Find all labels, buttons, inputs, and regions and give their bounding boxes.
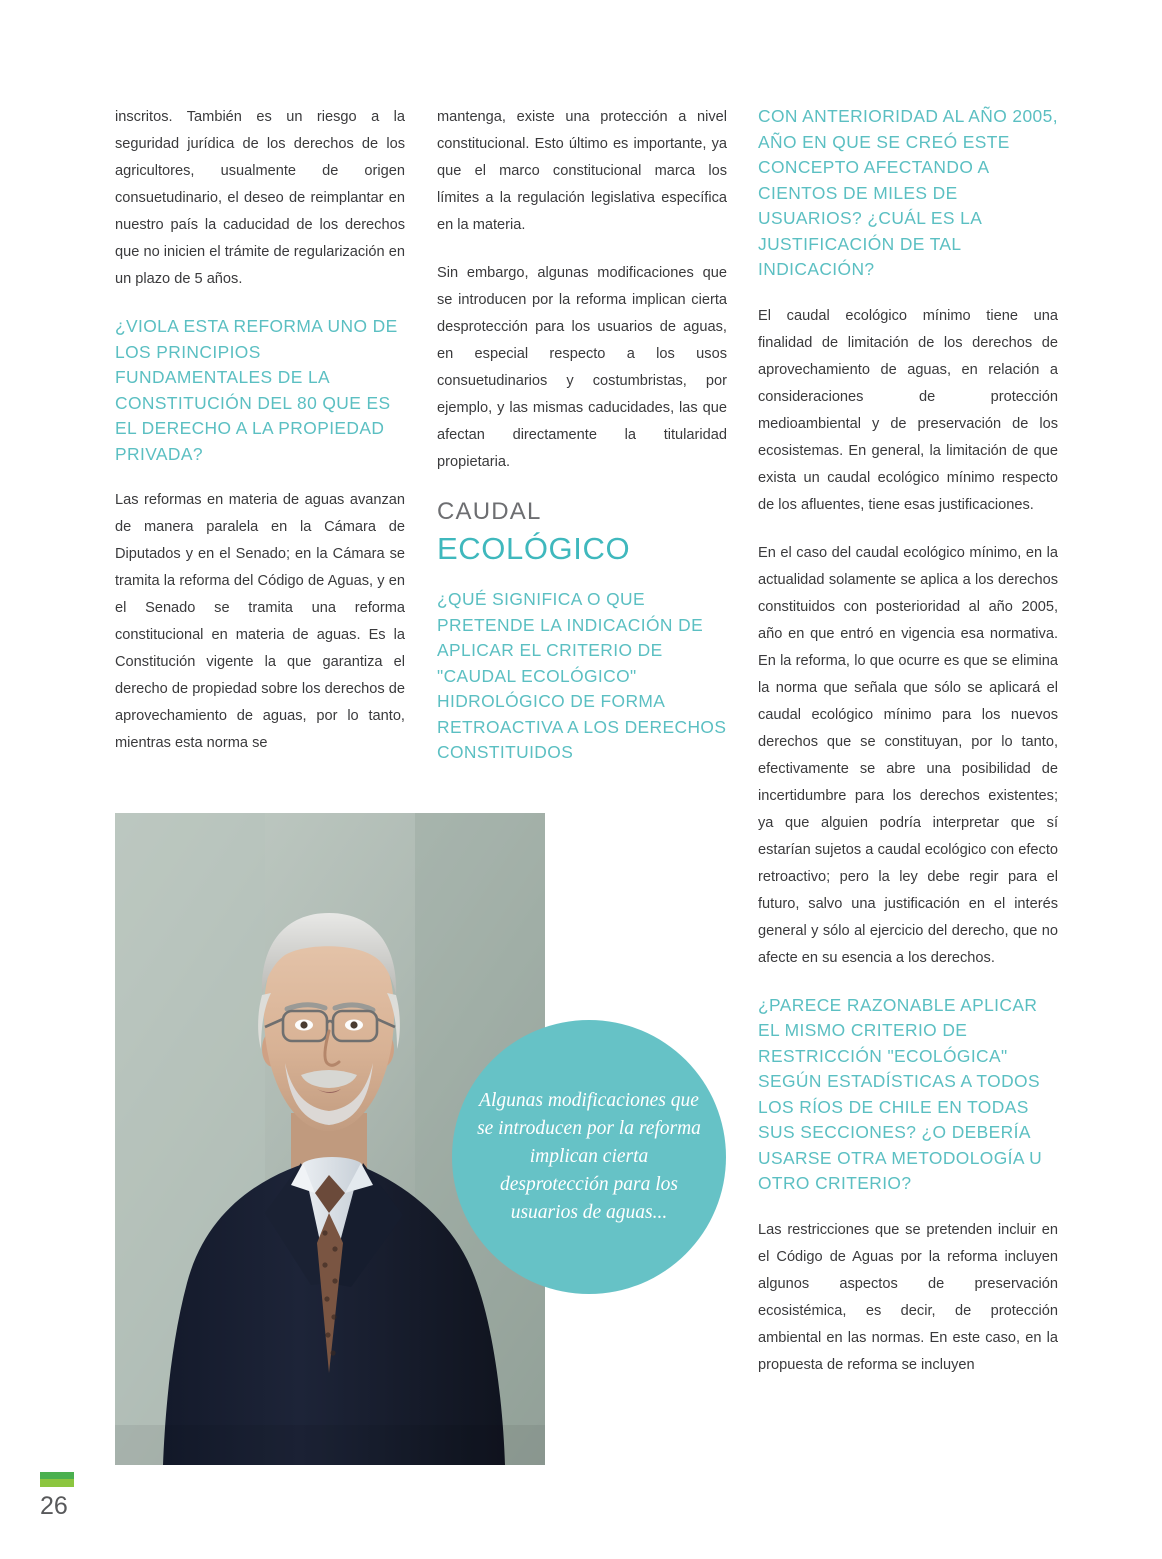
question-heading: CON ANTERIORIDAD AL AÑO 2005, AÑO EN QUE SE CREÓ ESTE CONCEPTO AFECTANDO A CIENTOS DE MILES DE USUARIOS? ¿CUÁL ES LA JUSTIFICACIÓN DE TAL INDICACIÓN? [758,106,1058,279]
section-title-line-1: CAUDAL [437,498,542,525]
text-column-1 [115,104,405,778]
paragraph: inscritos. También es un riesgo a la seguridad jurídica de los derechos de los agricultores, usualmente de origen consuetudinario, el deseo de reimplantar en nuestro país la caducidad de los derechos que no inicien el trámite de regularización en un plazo de 5 años. [115,109,405,287]
question-heading: ¿PARECE RAZONABLE APLICAR EL MISMO CRITERIO DE RESTRICCIÓN "ECOLÓGICA" SEGÚN ESTADÍSTICAS A TODOS LOS RÍOS DE CHILE EN TODAS SUS SECCIONES? ¿O DEBERÍA USARSE OTRA METODOLOGÍA U OTRO CRITERIO? [758,994,1043,1193]
paragraph: Sin embargo, algunas modificaciones que se introducen por la reforma implican cierta desprotección para los usuarios de aguas, en especial respecto a los usos consuetudinarios y costumbristas, por ejemplo, y las mismas caducidades, las que afectan directamente la titularidad propietaria. [437,265,727,470]
page-footer [36,1472,92,1519]
question-heading: ¿VIOLA ESTA REFORMA UNO DE LOS PRINCIPIOS FUNDAMENTALES DE LA CONSTITUCIÓN DEL 80 QUE ES EL DERECHO A LA PROPIEDAD PRIVADA? [115,316,398,464]
text-column-3 [758,104,1058,1400]
section-title [437,497,727,569]
section-title-line-2: ECOLÓGICO [437,531,631,566]
paragraph: mantenga, existe una protección a nivel constitucional. Esto último es importante, ya que el marco constitucional marca los límites a la regulación legislativa específica en la materia. [437,109,727,233]
paragraph: Las reformas en materia de aguas avanzan de manera paralela en la Cámara de Diputados y en el Senado; en la Cámara se tramita la reforma del Código de Aguas, y en el Senado se tramita una reforma constitucional en materia de aguas. Es la Constitución vigente la que garantiza el derecho de propiedad sobre los derechos de aprovechamiento de aguas, por lo tanto, mientras esta norma se [115,492,405,751]
pull-quote-text: Algunas modificaciones que se introducen por la reforma implican cierta desprotección para los usuarios de aguas... [477,1090,701,1223]
paragraph: En el caso del caudal ecológico mínimo, en la actualidad solamente se aplica a los derechos constituidos con posterioridad al año 2005, año en que entró en vigencia esa normativa. En la reforma, lo que ocurre es que se elimina la norma que señala que sólo se aplicará el caudal ecológico mínimo para los nuevos derechos que se constituyan, por lo tanto, efectivamente se abre una posibilidad de incertidumbre para los derechos existentes; ya que alguien podría interpretar que sí estarían sujetos a caudal ecológico con efecto retroactivo; pero la ley debe regir para el futuro, salvo una justificación en el interés general y sólo al ejercicio del derecho, que no afecte en su esencia a los derechos. [758,544,1058,966]
question-heading: ¿QUÉ SIGNIFICA O QUE PRETENDE LA INDICACIÓN DE APLICAR EL CRITERIO DE "CAUDAL ECOLÓGICO" HIDROLÓGICO DE FORMA RETROACTIVA A LOS DERECHOS CONSTITUIDOS [437,589,727,762]
pull-quote-bubble [452,1020,726,1294]
page-number: 26 [40,1492,68,1520]
paragraph: Las restricciones que se pretenden incluir en el Código de Aguas por la reforma incluyen algunos aspectos de preservación ecosistémica, es decir, de protección ambiental en las normas. En este caso, en la propuesta de reforma se incluyen [758,1221,1058,1373]
folio-bar-icon [40,1472,74,1487]
paragraph: El caudal ecológico mínimo tiene una finalidad de limitación de los derechos de aprovechamiento de aguas, en relación a consideraciones de protección medioambiental y de preservación de los ecosistemas. En general, la limitación de que exista un caudal ecológico mínimo respecto de los afluentes, tiene esas justificaciones. [758,307,1058,513]
text-column-2 [437,104,727,784]
